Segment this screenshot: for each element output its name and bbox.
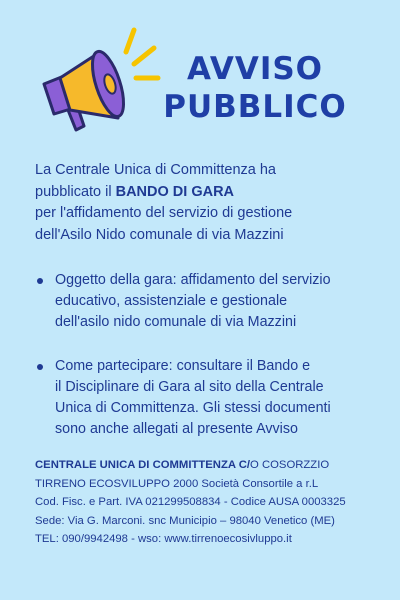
bullet-1-line-3: dell'asilo nido comunale di via Mazzini bbox=[55, 314, 297, 330]
footer-address: Sede: Via G. Marconi. snc Municipio – 98040 Venetico (ME) bbox=[35, 514, 335, 527]
bullet-list bbox=[35, 270, 375, 440]
ray-middle bbox=[134, 48, 154, 64]
intro-line-4: dell'Asilo Nido comunale di via Mazzini bbox=[35, 226, 284, 243]
intro-paragraph bbox=[35, 160, 375, 246]
title-line-1: AVVISO bbox=[186, 51, 324, 87]
bullet-2-line-2: il Disciplinare di Gara al sito della Centrale bbox=[55, 379, 324, 395]
megaphone-icon bbox=[30, 22, 165, 137]
bullet-dot-icon bbox=[37, 364, 43, 370]
bullet-1-line-2: educativo, assistenziale e gestionale bbox=[55, 293, 288, 309]
footer-organization-rest: O COSORZZIO bbox=[250, 459, 330, 471]
footer-organization-name: CENTRALE UNICA DI COMMITTENZA C/ bbox=[35, 459, 251, 471]
bullet-2-line-1: Come partecipare: consultare il Bando e bbox=[55, 358, 311, 374]
bullet-1-line-1: Oggetto della gara: affidamento del servizio bbox=[55, 272, 331, 288]
footer-tax-codes: Cod. Fisc. e Part. IVA 021299508834 - Codice AUSA 0003325 bbox=[35, 496, 346, 508]
bullet-item-oggetto bbox=[35, 270, 375, 333]
title-line-2: PUBBLICO bbox=[163, 89, 347, 125]
footer-line-2: TIRRENO ECOSVILUPPO 2000 Società Consortile a r.L bbox=[35, 477, 319, 490]
intro-line-3: per l'affidamento del servizio di gestione bbox=[35, 205, 293, 221]
bullet-dot-icon bbox=[37, 278, 43, 284]
intro-line-1: La Centrale Unica di Committenza ha bbox=[35, 162, 276, 178]
footer-line-1 bbox=[35, 456, 380, 475]
page-title bbox=[160, 50, 350, 126]
bullet-2-line-4: sono anche allegati al presente Avviso bbox=[55, 421, 298, 437]
footer-phone-website: TEL: 090/9942498 - wso: www.tirrenoecosivluppo.it bbox=[35, 533, 292, 545]
intro-line-2 bbox=[35, 182, 375, 204]
intro-line-2-prefix: pubblicato il bbox=[35, 183, 116, 200]
bullet-2-line-3: Unica di Committenza. Gli stessi documenti bbox=[55, 400, 331, 416]
ray-top bbox=[126, 30, 134, 52]
footer-contact-info bbox=[35, 456, 380, 549]
bullet-item-partecipare bbox=[35, 356, 375, 440]
intro-highlight: BANDO DI GARA bbox=[115, 183, 235, 200]
